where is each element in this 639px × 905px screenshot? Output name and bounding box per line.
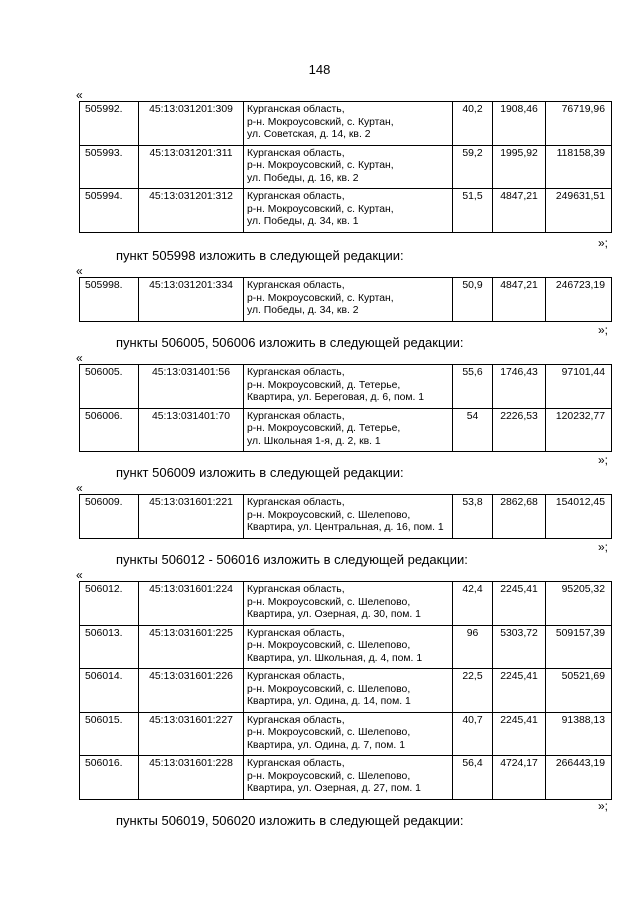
cadastral-number: 45:13:031601:227 — [139, 712, 244, 756]
table-row — [80, 712, 612, 756]
rate: 2245,41 — [493, 669, 546, 713]
table-row — [80, 625, 612, 669]
property-table — [79, 581, 612, 800]
cadastral-value: 266443,19 — [546, 756, 612, 800]
rate: 1746,43 — [493, 365, 546, 409]
rate: 2226,53 — [493, 408, 546, 452]
address: Курганская область, р-н. Мокроусовский, с. Шелепово, Квартира, ул. Озерная, д. 30, пом. 1 — [244, 582, 453, 626]
item-number: 506009. — [80, 495, 139, 539]
address: Курганская область, р-н. Мокроусовский, с. Шелепово, Квартира, ул. Одина, д. 14, пом. 1 — [244, 669, 453, 713]
item-number: 505994. — [80, 189, 139, 233]
cadastral-value: 249631,51 — [546, 189, 612, 233]
cadastral-number: 45:13:031401:70 — [139, 408, 244, 452]
rate: 2862,68 — [493, 495, 546, 539]
area: 55,6 — [453, 365, 493, 409]
property-table — [79, 101, 612, 233]
table-row — [80, 189, 612, 233]
item-number: 506006. — [80, 408, 139, 452]
cadastral-number: 45:13:031201:312 — [139, 189, 244, 233]
amendment-instruction: пункты 506019, 506020 изложить в следующей редакции: — [116, 813, 464, 828]
amendment-instruction: пункт 505998 изложить в следующей редакции: — [116, 248, 404, 263]
table-row — [80, 495, 612, 539]
address: Курганская область, р-н. Мокроусовский, с. Шелепово, Квартира, ул. Озерная, д. 27, пом. 1 — [244, 756, 453, 800]
property-table — [79, 364, 612, 452]
item-number: 506012. — [80, 582, 139, 626]
address: Курганская область, р-н. Мокроусовский, с. Куртан, ул. Победы, д. 16, кв. 2 — [244, 145, 453, 189]
open-quote: « — [76, 351, 83, 365]
address: Курганская область, р-н. Мокроусовский, д. Тетерье, Квартира, ул. Береговая, д. 6, пом. 1 — [244, 365, 453, 409]
table-row — [80, 145, 612, 189]
rate: 2245,41 — [493, 712, 546, 756]
item-number: 506013. — [80, 625, 139, 669]
item-number: 506016. — [80, 756, 139, 800]
address: Курганская область, р-н. Мокроусовский, с. Шелепово, Квартира, ул. Школьная, д. 4, пом. 1 — [244, 625, 453, 669]
area: 51,5 — [453, 189, 493, 233]
close-quote: »; — [598, 799, 609, 813]
item-number: 505998. — [80, 278, 139, 322]
cadastral-value: 97101,44 — [546, 365, 612, 409]
cadastral-number: 45:13:031601:221 — [139, 495, 244, 539]
area: 59,2 — [453, 145, 493, 189]
item-number: 505993. — [80, 145, 139, 189]
cadastral-number: 45:13:031201:309 — [139, 102, 244, 146]
open-quote: « — [76, 88, 83, 102]
table-row — [80, 756, 612, 800]
cadastral-value: 76719,96 — [546, 102, 612, 146]
cadastral-number: 45:13:031601:226 — [139, 669, 244, 713]
cadastral-number: 45:13:031401:56 — [139, 365, 244, 409]
table-row — [80, 582, 612, 626]
table-row — [80, 102, 612, 146]
address: Курганская область, р-н. Мокроусовский, д. Тетерье, ул. Школьная 1-я, д. 2, кв. 1 — [244, 408, 453, 452]
area: 50,9 — [453, 278, 493, 322]
amendment-instruction: пункты 506012 - 506016 изложить в следующей редакции: — [116, 552, 468, 567]
item-number: 506015. — [80, 712, 139, 756]
cadastral-value: 509157,39 — [546, 625, 612, 669]
area: 42,4 — [453, 582, 493, 626]
open-quote: « — [76, 264, 83, 278]
area: 53,8 — [453, 495, 493, 539]
area: 54 — [453, 408, 493, 452]
rate: 1995,92 — [493, 145, 546, 189]
close-quote: »; — [598, 540, 609, 554]
cadastral-value: 91388,13 — [546, 712, 612, 756]
close-quote: »; — [598, 236, 609, 250]
rate: 4847,21 — [493, 278, 546, 322]
address: Курганская область, р-н. Мокроусовский, с. Куртан, ул. Советская, д. 14, кв. 2 — [244, 102, 453, 146]
area: 22,5 — [453, 669, 493, 713]
address: Курганская область, р-н. Мокроусовский, с. Куртан, ул. Победы, д. 34, кв. 1 — [244, 189, 453, 233]
close-quote: »; — [598, 453, 609, 467]
rate: 5303,72 — [493, 625, 546, 669]
amendment-instruction: пункты 506005, 506006 изложить в следующей редакции: — [116, 335, 464, 350]
item-number: 506014. — [80, 669, 139, 713]
property-table — [79, 494, 612, 539]
area: 96 — [453, 625, 493, 669]
rate: 1908,46 — [493, 102, 546, 146]
table-row — [80, 365, 612, 409]
open-quote: « — [76, 481, 83, 495]
item-number: 506005. — [80, 365, 139, 409]
cadastral-number: 45:13:031601:228 — [139, 756, 244, 800]
close-quote: »; — [598, 323, 609, 337]
page-number: 148 — [308, 62, 331, 77]
cadastral-number: 45:13:031601:225 — [139, 625, 244, 669]
area: 40,2 — [453, 102, 493, 146]
cadastral-value: 246723,19 — [546, 278, 612, 322]
cadastral-number: 45:13:031601:224 — [139, 582, 244, 626]
item-number: 505992. — [80, 102, 139, 146]
rate: 4724,17 — [493, 756, 546, 800]
cadastral-value: 118158,39 — [546, 145, 612, 189]
rate: 4847,21 — [493, 189, 546, 233]
cadastral-number: 45:13:031201:334 — [139, 278, 244, 322]
area: 56,4 — [453, 756, 493, 800]
cadastral-value: 50521,69 — [546, 669, 612, 713]
table-row — [80, 408, 612, 452]
rate: 2245,41 — [493, 582, 546, 626]
amendment-instruction: пункт 506009 изложить в следующей редакции: — [116, 465, 404, 480]
cadastral-value: 154012,45 — [546, 495, 612, 539]
property-table — [79, 277, 612, 322]
cadastral-value: 120232,77 — [546, 408, 612, 452]
area: 40,7 — [453, 712, 493, 756]
table-row — [80, 278, 612, 322]
table-row — [80, 669, 612, 713]
address: Курганская область, р-н. Мокроусовский, с. Куртан, ул. Победы, д. 34, кв. 2 — [244, 278, 453, 322]
address: Курганская область, р-н. Мокроусовский, с. Шелепово, Квартира, ул. Одина, д. 7, пом. 1 — [244, 712, 453, 756]
open-quote: « — [76, 568, 83, 582]
address: Курганская область, р-н. Мокроусовский, с. Шелепово, Квартира, ул. Центральная, д. 16, пом. 1 — [244, 495, 453, 539]
cadastral-value: 95205,32 — [546, 582, 612, 626]
cadastral-number: 45:13:031201:311 — [139, 145, 244, 189]
